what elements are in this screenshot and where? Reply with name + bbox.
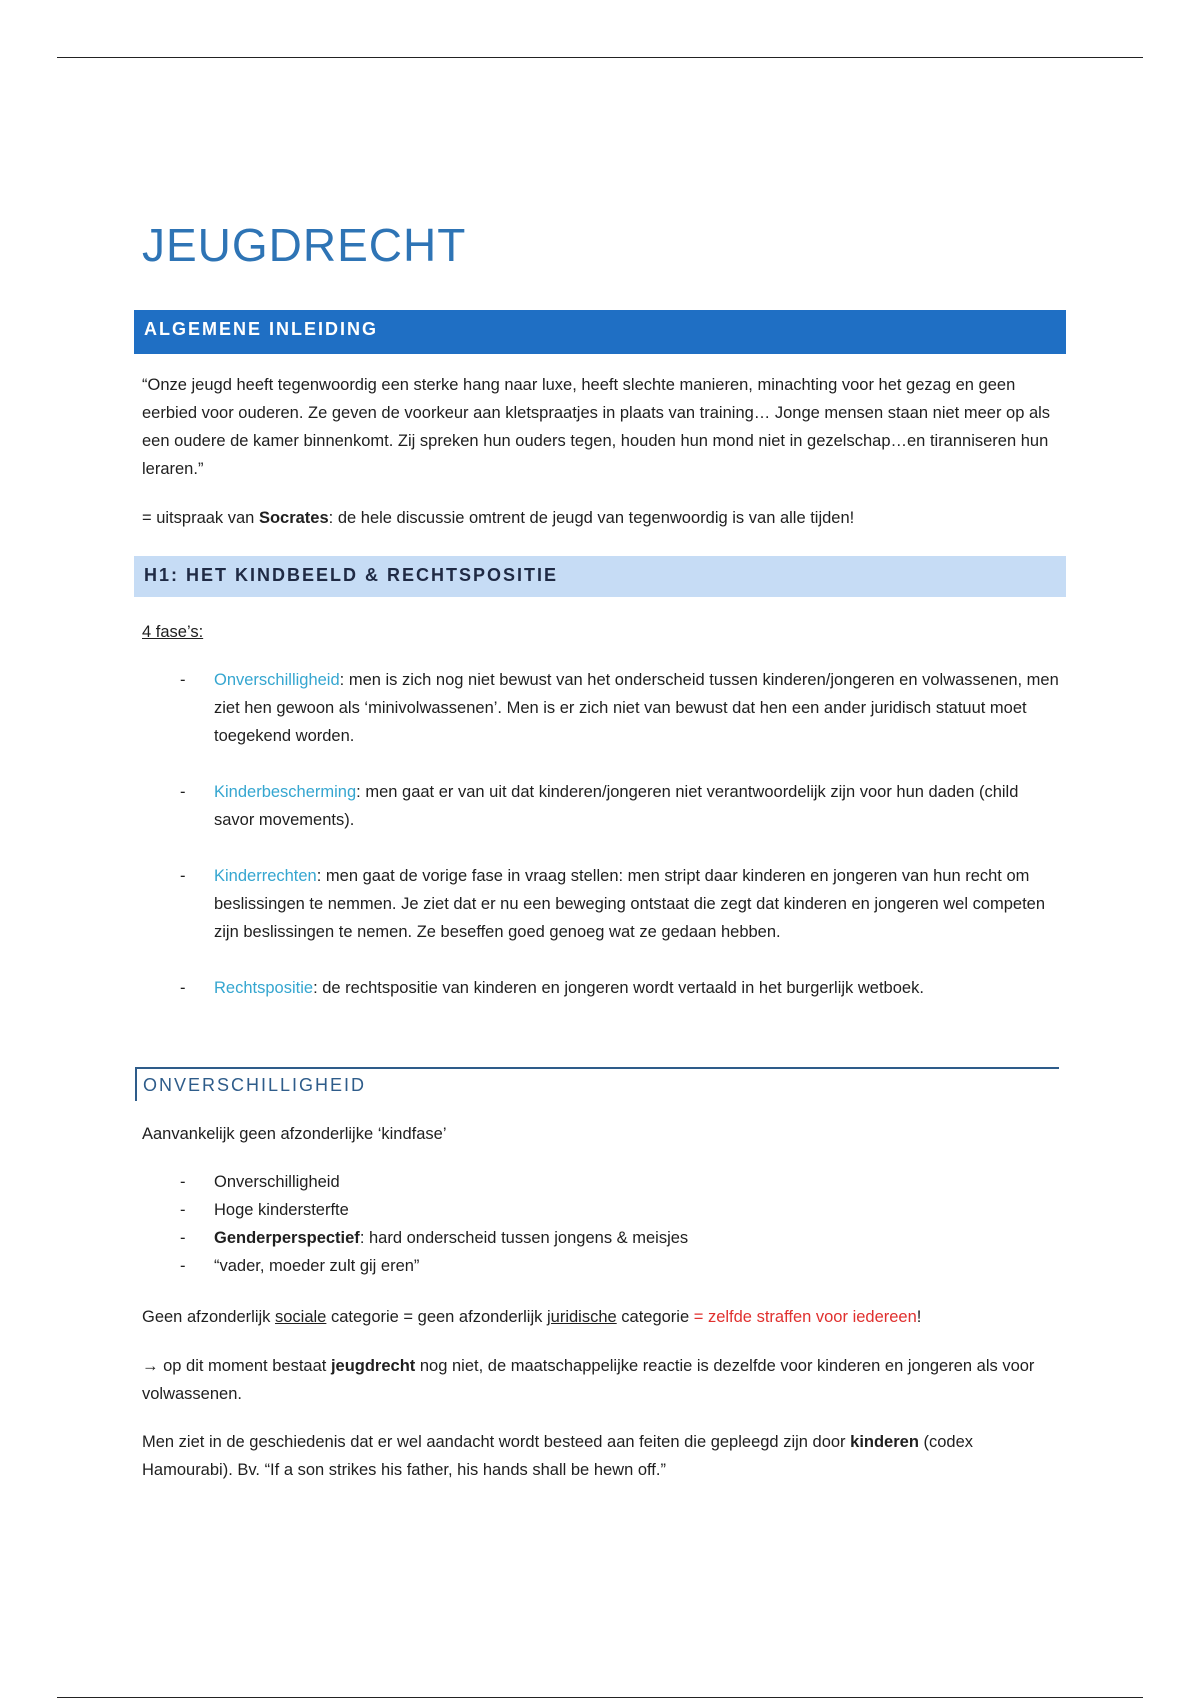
phase-term: Kinderrechten: [214, 867, 317, 885]
phase-term: Kinderbescherming: [214, 783, 357, 801]
bold-term: kinderen: [850, 1433, 919, 1451]
bullet-text: Onverschilligheid: [214, 1173, 340, 1191]
text-run: Men ziet in de geschiedenis dat er wel aandacht wordt besteed aan feiten die gepleegd zijn door: [142, 1433, 851, 1451]
phases-list: [142, 666, 1062, 1002]
bold-term: jeugdrecht: [330, 1357, 416, 1375]
list-item: [142, 1252, 1062, 1280]
list-item: [142, 778, 1062, 834]
subsection-heading-onverschilligheid: ONVERSCHILLIGHEID: [135, 1067, 1059, 1101]
socrates-attribution: [142, 504, 1062, 532]
categorie-paragraph: [142, 1303, 1062, 1331]
text-run: = uitspraak van: [142, 509, 259, 527]
text-run: nog niet, de maatschappelijke reactie is dezelfde voor kinderen en jongeren als voor volwassenen.: [142, 1357, 1035, 1403]
list-item: [142, 1224, 1062, 1252]
phase-text: : de rechtspositie van kinderen en jongeren wordt vertaald in het burgerlijk wetboek.: [313, 979, 924, 997]
highlighted-conclusion: = zelfde straffen voor iedereen: [693, 1308, 917, 1326]
underlined-term: juridische: [546, 1308, 617, 1326]
text-run: Geen afzonderlijk: [142, 1308, 275, 1326]
phase-text: : men is zich nog niet bewust van het onderscheid tussen kinderen/jongeren en volwassenen, men ziet hen gewoon als ‘minivolwassenen’. Men is er zich niet van bewust dat hen een ander juridisch statuut moet toegekend worden.: [214, 671, 1059, 745]
section-heading-algemene-inleiding: ALGEMENE INLEIDING: [134, 310, 1066, 354]
text-run: categorie: [616, 1308, 694, 1326]
phase-term: Rechtspositie: [214, 979, 314, 997]
bottom-rule: [57, 1697, 1143, 1698]
list-item: [142, 666, 1062, 750]
kindfase-text: Aanvankelijk geen afzonderlijke ‘kindfase’: [142, 1125, 447, 1143]
list-item: [142, 862, 1062, 946]
document-title: JEUGDRECHT: [142, 219, 467, 271]
bullet-text: Hoge kindersterfte: [214, 1201, 349, 1219]
list-item: [142, 1196, 1062, 1224]
list-item: [142, 974, 1062, 1002]
jeugdrecht-paragraph: [142, 1352, 1062, 1408]
phase-term: Onverschilligheid: [214, 671, 340, 689]
socrates-quote: “Onze jeugd heeft tegenwoordig een sterke hang naar luxe, heeft slechte manieren, minachting voor het gezag en geen eerbied voor ouderen. Ze geven de voorkeur aan kletspraatjes in plaats van training… Jonge mensen staan niet meer op als een oudere de kamer binnenkomt. Zij spreken hun ouders tegen, houden hun mond niet in gezelschap…en tiranniseren hun leraren.”: [142, 376, 1051, 478]
section-heading-h1: H1: HET KINDBEELD & RECHTSPOSITIE: [134, 556, 1066, 597]
text-run: (codex Hamourabi). Bv. “If a son strikes his father, his hands shall be hewn off.”: [142, 1433, 974, 1479]
text-run: !: [916, 1308, 922, 1326]
phase-text: : men gaat de vorige fase in vraag stellen: men stript daar kinderen en jongeren van hun recht om beslissingen te nemmen. Je ziet dat er nu een beweging ontstaat die zegt dat kinderen en jongeren wel competen zijn beslissingen te nemen. Ze beseffen goed genoeg wat ze gedaan hebben.: [214, 867, 1046, 941]
geschiedenis-paragraph: [142, 1428, 1062, 1484]
socrates-name: Socrates: [258, 509, 329, 527]
list-item: [142, 1168, 1062, 1196]
bullet-text: “vader, moeder zult gij eren”: [214, 1257, 420, 1275]
bullet-text: : hard onderscheid tussen jongens & meisjes: [359, 1229, 689, 1247]
text-run: : de hele discussie omtrent de jeugd van tegenwoordig is van alle tijden!: [328, 509, 855, 527]
phases-label: 4 fase’s:: [142, 623, 204, 641]
arrow-icon: →: [142, 1357, 159, 1375]
bullet-bold-term: Genderperspectief: [214, 1229, 360, 1247]
underlined-term: sociale: [275, 1308, 327, 1326]
text-run: categorie = geen afzonderlijk: [326, 1308, 547, 1326]
kindfase-list: [142, 1168, 1062, 1280]
top-rule: [57, 57, 1143, 58]
text-run: op dit moment bestaat: [158, 1357, 331, 1375]
phase-text: : men gaat er van uit dat kinderen/jongeren niet verantwoordelijk zijn voor hun daden (child savor movements).: [214, 783, 1019, 829]
